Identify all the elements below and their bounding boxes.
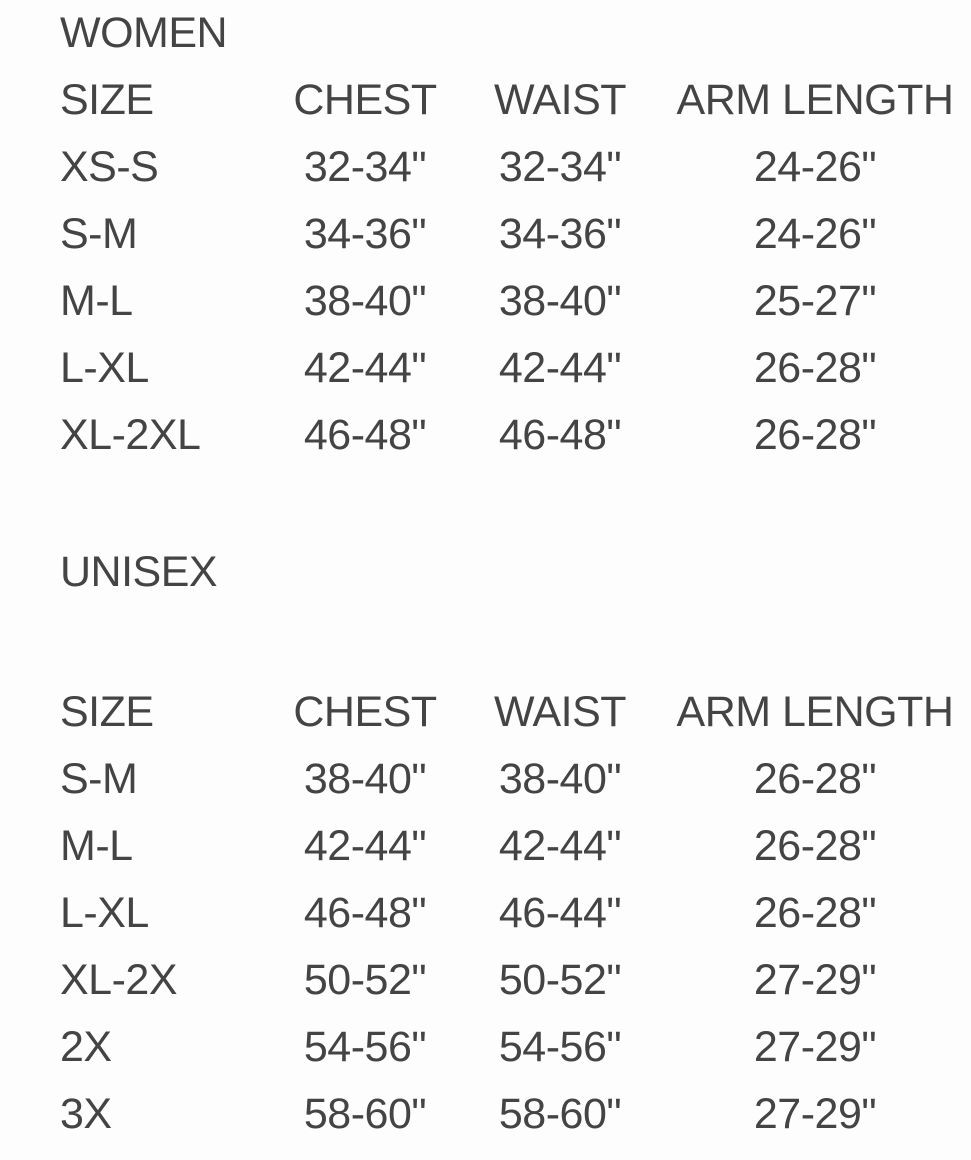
size-cell: 46-48" [303,889,427,937]
size-cell: 26-28" [753,411,877,459]
size-cell: 38-40" [303,755,427,803]
size-cell: 38-40" [303,277,427,325]
size-cell: 42-44" [498,344,622,392]
size-cell: 58-60" [303,1090,427,1138]
size-cell: S-M [60,755,138,803]
size-cell: 54-56" [498,1023,622,1071]
size-cell: 26-28" [753,889,877,937]
size-cell: XL-2X [60,956,178,1004]
size-cell: 25-27" [753,277,877,325]
women-title: WOMEN [60,9,228,57]
size-cell: 3X [60,1090,112,1138]
unisex-title: UNISEX [60,548,218,596]
column-header: SIZE [60,76,154,124]
column-header: SIZE [60,688,154,736]
size-cell: 2X [60,1023,112,1071]
size-cell: 58-60" [498,1090,622,1138]
size-cell: 42-44" [303,344,427,392]
women-size-table [60,67,971,469]
women-section [60,0,971,469]
column-header: ARM LENGTH [676,76,954,124]
column-header: WAIST [493,76,627,124]
size-cell: 27-29" [753,1090,877,1138]
size-cell: 46-48" [498,411,622,459]
size-cell: 38-40" [498,277,622,325]
unisex-size-table [60,679,971,1148]
size-cell: XL-2XL [60,411,201,459]
column-header: CHEST [293,76,437,124]
column-header: WAIST [493,688,627,736]
size-cell: M-L [60,822,133,870]
size-cell: 46-48" [303,411,427,459]
size-cell: 32-34" [498,143,622,191]
size-cell: 50-52" [498,956,622,1004]
size-cell: 54-56" [303,1023,427,1071]
size-cell: 32-34" [303,143,427,191]
size-cell: 27-29" [753,956,877,1004]
column-header: ARM LENGTH [676,688,954,736]
column-header: CHEST [293,688,437,736]
size-cell: 24-26" [753,210,877,258]
size-cell: L-XL [60,889,149,937]
size-cell: 27-29" [753,1023,877,1071]
size-cell: 24-26" [753,143,877,191]
size-cell: 34-36" [303,210,427,258]
size-cell: 26-28" [753,755,877,803]
unisex-section [60,539,971,1148]
size-cell: 42-44" [498,822,622,870]
size-cell: 34-36" [498,210,622,258]
size-cell: M-L [60,277,133,325]
size-cell: XS-S [60,143,159,191]
size-cell: 26-28" [753,822,877,870]
size-cell: 26-28" [753,344,877,392]
size-cell: 42-44" [303,822,427,870]
size-cell: 50-52" [303,956,427,1004]
size-cell: 46-44" [498,889,622,937]
size-cell: 38-40" [498,755,622,803]
size-cell: L-XL [60,344,149,392]
size-cell: S-M [60,210,138,258]
